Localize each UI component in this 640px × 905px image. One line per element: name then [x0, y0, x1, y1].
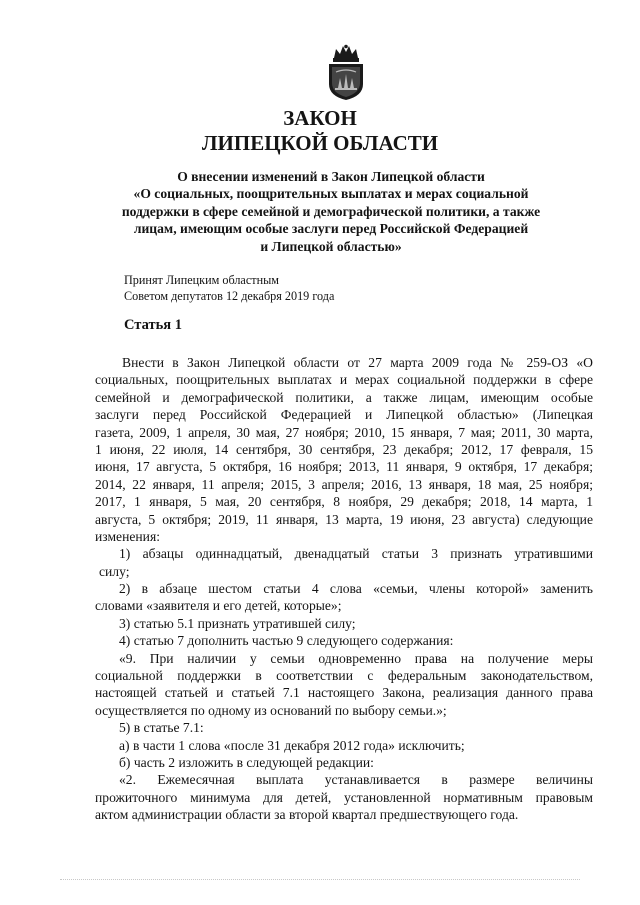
body-line: 2) в абзаце шестом статьи 4 слова «семьи, члены которой» заменить — [119, 581, 593, 597]
law-title-line-1: ЗАКОН — [283, 106, 357, 130]
body-line: 2017, 1 января, 5 мая, 20 сентября, 8 ноября, 29 декабря; 2018, 14 марта, 1 — [95, 494, 593, 510]
body-line: настоящей статьей и статьей 7.1 настоящего Закона, реализация данного права — [95, 685, 593, 701]
body-line: 4) статью 7 дополнить частью 9 следующего содержания: — [119, 633, 454, 649]
adoption-note — [124, 273, 334, 304]
body-line: социальной поддержки в соответствии с федеральным законодательством, — [95, 668, 593, 684]
adoption-line: Принят Липецким областным — [124, 273, 280, 287]
body-line: августа, 5 октября; 2019, 11 января, 13 марта, 19 июня, 23 августа) следующие — [95, 511, 593, 527]
body-line: июня, 17 августа, 5 октября, 16 ноября; 2013, 11 января, 9 октября, 17 декабря; — [95, 459, 593, 475]
body-line: словами «заявителя и его детей, которые»; — [95, 598, 342, 614]
body-line: Внести в Закон Липецкой области от 27 марта 2009 года № 259-ОЗ «О — [122, 355, 593, 370]
body-line: газета, 2009, 1 апреля, 30 мая, 27 ноября; 2010, 15 января, 7 мая; 2011, 30 марта, — [95, 424, 593, 440]
body-line: заслуги перед Российской Федерацией и Липецкой областью» (Липецкая — [95, 407, 593, 423]
subject-line: О внесении изменений в Закон Липецкой области — [177, 169, 485, 184]
body-line: семейной и демографической политики, а также лицам, имеющим особые — [95, 389, 593, 405]
body-line: осуществляется по одному из оснований по выбору семьи.»; — [95, 702, 447, 718]
article-heading: Статья 1 — [124, 317, 182, 333]
body-line: б) часть 2 изложить в следующей редакции: — [119, 754, 374, 770]
body-line: 2014, 22 января, 11 апреля; 2015, 3 апреля; 2016, 13 января, 18 мая, 25 ноября; — [95, 476, 593, 492]
body-line: изменения: — [95, 528, 160, 544]
page-bottom-divider — [60, 879, 580, 880]
coat-of-arms-icon — [326, 44, 366, 102]
subject-line: «О социальных, поощрительных выплатах и мерах социальной — [133, 186, 529, 202]
law-subject — [96, 168, 566, 255]
adoption-line: Советом депутатов 12 декабря 2019 года — [124, 288, 335, 303]
body-line: «2. Ежемесячная выплата устанавливается в размере величины — [119, 772, 593, 788]
body-line: 3) статью 5.1 признать утратившей силу; — [119, 615, 356, 631]
article-body — [95, 354, 593, 824]
law-title-line-2: ЛИПЕЦКОЙ ОБЛАСТИ — [201, 131, 439, 155]
subject-line: лицам, имеющим особые заслуги перед Российской Федерацией — [133, 221, 529, 237]
subject-line: поддержки в сфере семейной и демографической политики, а также — [121, 203, 541, 219]
body-line: социальных, поощрительных выплатах и мерах социальной поддержки в сфере — [95, 372, 593, 388]
body-line: силу; — [99, 563, 130, 579]
body-line: а) в части 1 слова «после 31 декабря 2012 года» исключить; — [119, 737, 465, 753]
body-line: 1) абзацы одиннадцатый, двенадцатый статьи 3 признать утратившими — [119, 546, 593, 562]
body-line: актом администрации области за второй квартал предшествующего года. — [95, 807, 519, 823]
body-line: прожиточного минимума для детей, установленной нормативным правовым — [95, 789, 593, 805]
body-line: 5) в статье 7.1: — [119, 720, 204, 736]
subject-line: и Липецкой областью» — [260, 238, 402, 254]
body-line: 1 июня, 22 июля, 14 сентября, 30 сентября, 23 декабря; 2012, 17 февраля, 15 — [95, 441, 593, 457]
body-line: «9. При наличии у семьи одновременно права на получение меры — [119, 650, 593, 666]
